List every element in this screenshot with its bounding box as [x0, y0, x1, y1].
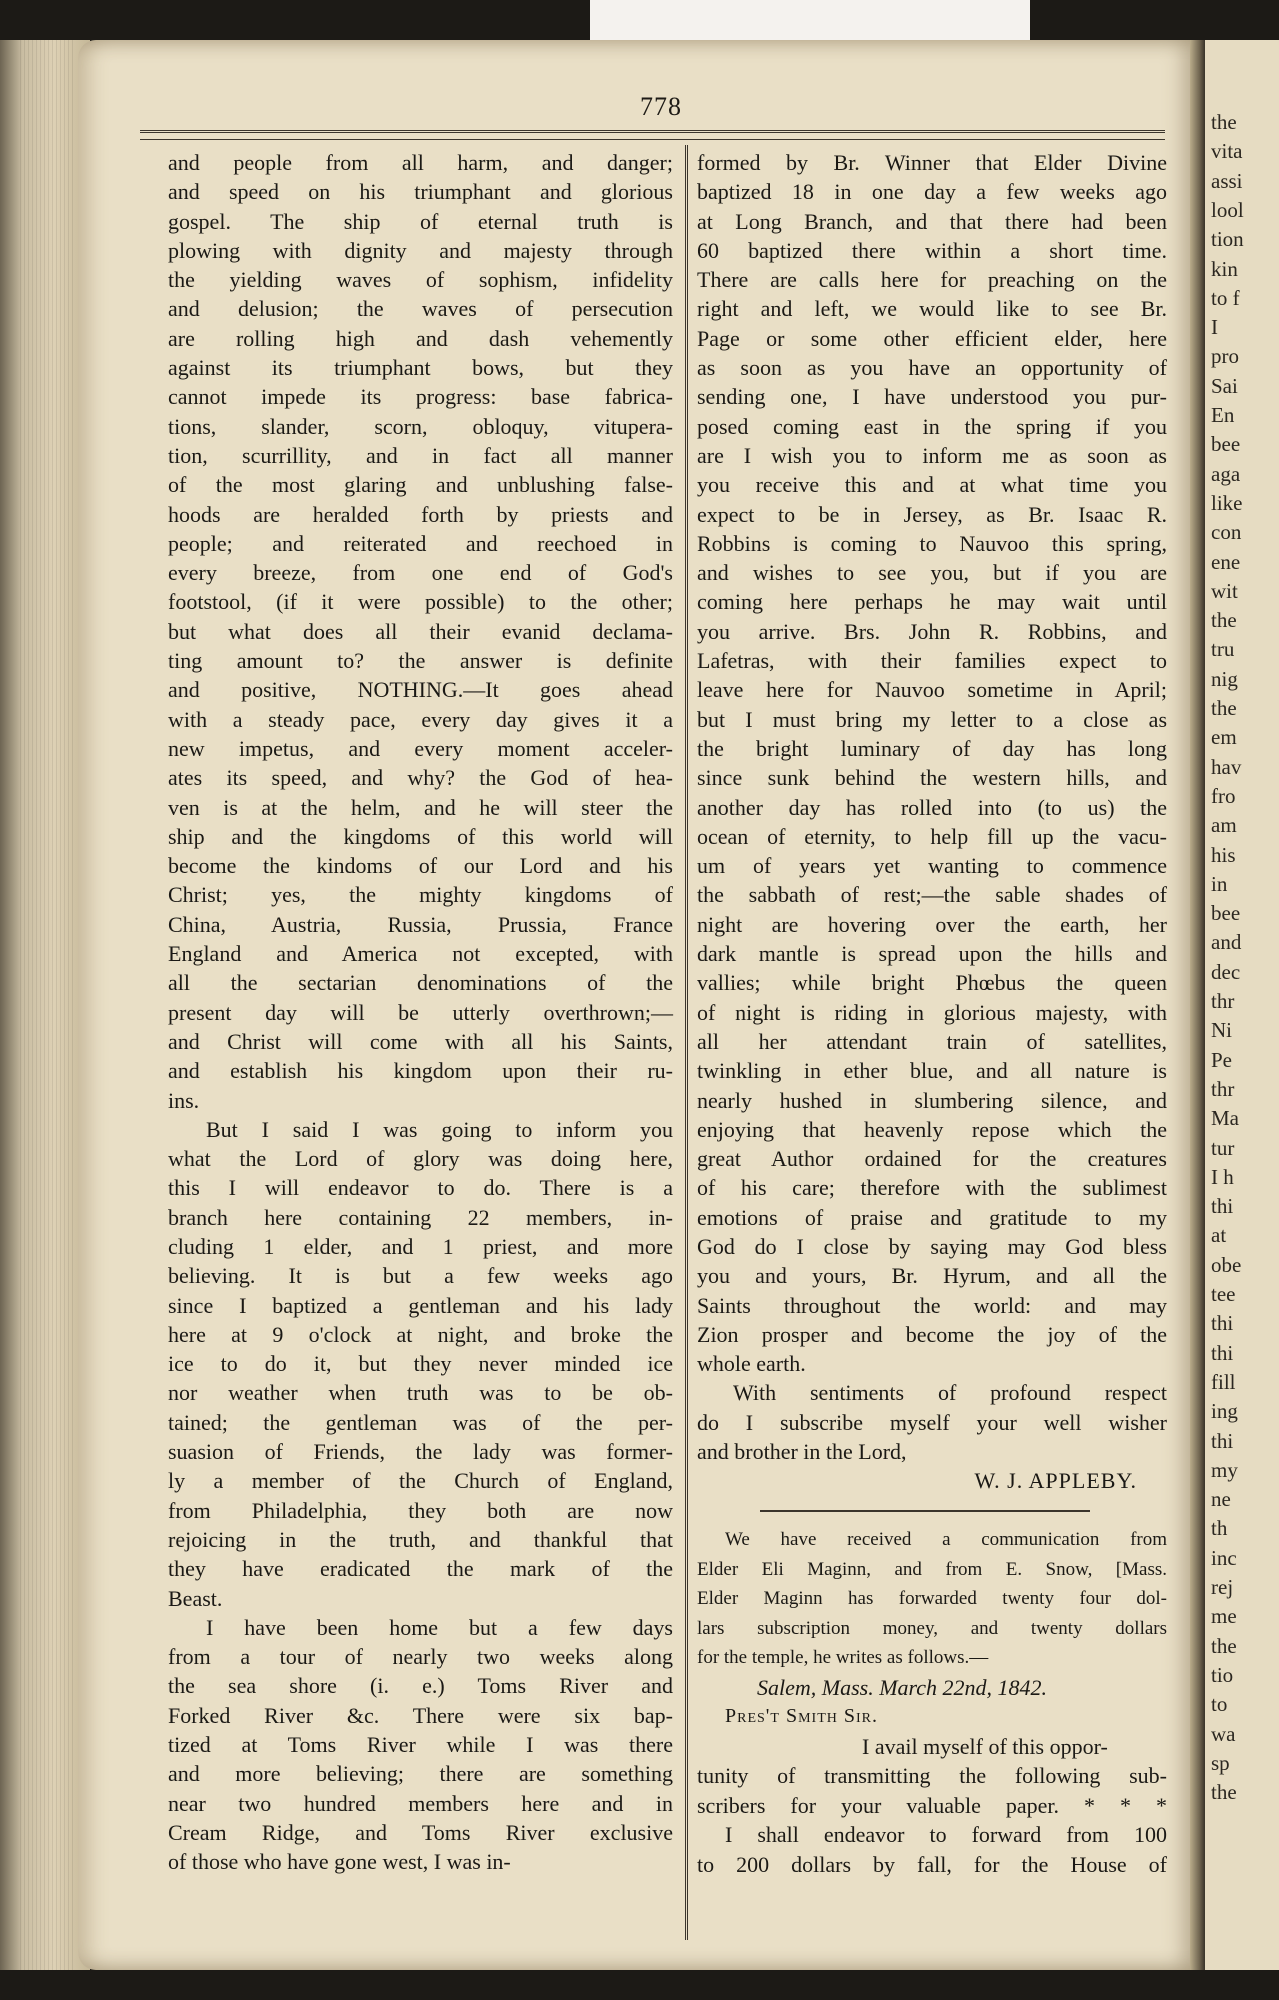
letter-line: I avail myself of this oppor-	[862, 1733, 1108, 1759]
text-line: and wishes to see you, but if you are	[697, 560, 1167, 586]
text-line: Forked River &c. There were six bap-	[168, 1702, 673, 1728]
adjacent-page-fragment: tee	[1211, 1282, 1236, 1306]
adjacent-page-fragment: and	[1211, 930, 1242, 955]
notice-intro	[697, 1525, 1167, 1673]
text-line: right and left, we would like to see Br.	[697, 296, 1167, 322]
left-column	[168, 148, 673, 1877]
column-divider	[685, 145, 688, 1940]
text-line: here at 9 o'clock at night, and broke the	[168, 1321, 673, 1347]
adjacent-page-fragment: tru	[1211, 637, 1235, 662]
editorial-notice	[697, 1525, 1167, 1879]
text-line: do I subscribe myself your well wisher	[697, 1409, 1167, 1435]
text-line: but what does all their evanid declama-	[168, 618, 673, 644]
text-line: leave here for Nauvoo sometime in April;	[697, 677, 1167, 703]
text-line: 60 baptized there within a short time.	[697, 237, 1167, 263]
adjacent-page-fragment: the	[1211, 110, 1237, 134]
adjacent-page-fragment: con	[1211, 520, 1242, 545]
adjacent-page-fragment: ing	[1211, 1399, 1238, 1424]
text-line: Page or some other efficient elder, here	[697, 325, 1167, 351]
text-line: are I wish you to inform me as soon as	[697, 442, 1167, 468]
text-line: believing. It is but a few weeks ago	[168, 1263, 673, 1289]
adjacent-page-fragment: in	[1211, 871, 1228, 896]
text-line: But I said I was going to inform you	[206, 1116, 673, 1142]
text-line: another day has rolled into (to us) the	[697, 794, 1167, 820]
text-line: the sea shore (i. e.) Toms River and	[168, 1673, 673, 1699]
text-line: all the sectarian denominations of the	[168, 970, 673, 996]
adjacent-page-fragment: the	[1211, 696, 1237, 720]
text-line: you and yours, Br. Hyrum, and all the	[697, 1263, 1167, 1289]
text-line: and speed on his triumphant and glorious	[168, 179, 673, 205]
text-line: sending one, I have understood you pur-	[697, 384, 1167, 410]
text-line: all her attendant train of satellites,	[697, 1028, 1167, 1054]
adjacent-page-fragment: to	[1211, 1692, 1228, 1717]
text-line: God do I close by saying may God bless	[697, 1233, 1167, 1259]
adjacent-page-fragment: bee	[1211, 432, 1241, 457]
text-line: they have eradicated the mark of the	[168, 1556, 673, 1582]
text-line: against its triumphant bows, but they	[168, 355, 673, 381]
text-line: coming here perhaps he may wait until	[697, 589, 1167, 615]
text-line: emotions of praise and gratitude to my	[697, 1204, 1167, 1230]
adjacent-page-fragment: thi	[1211, 1340, 1234, 1365]
text-line: present day will be utterly overthrown;—	[168, 999, 673, 1025]
text-line: since I baptized a gentleman and his lady	[168, 1292, 673, 1318]
notice-line: lars subscription money, and twenty dollars	[697, 1617, 1167, 1639]
text-line: and establish his kingdom upon their ru-	[168, 1058, 673, 1084]
text-line: expect to be in Jersey, as Br. Isaac R.	[697, 501, 1167, 527]
text-line: rejoicing in the truth, and thankful that	[168, 1526, 673, 1552]
text-line: the sabbath of rest;—the sable shades of	[697, 882, 1167, 908]
text-line: since sunk behind the western hills, and	[697, 765, 1167, 791]
text-line: um of years yet wanting to commence	[697, 853, 1167, 879]
text-line: of night is riding in glorious majesty, with	[697, 999, 1167, 1025]
text-line: There are calls here for preaching on the	[697, 267, 1167, 293]
adjacent-page-fragment: like	[1211, 490, 1243, 515]
adjacent-page-fragment: dec	[1211, 959, 1241, 984]
adjacent-page-fragment: ne	[1211, 1487, 1231, 1512]
text-line: Lafetras, with their families expect to	[697, 648, 1167, 674]
letter-line: I shall endeavor to forward from 100	[725, 1822, 1167, 1847]
notice-line: We have received a communication from	[725, 1529, 1167, 1550]
text-line: but I must bring my letter to a close as	[697, 706, 1167, 732]
text-line: Robbins is coming to Nauvoo this spring,	[697, 530, 1167, 556]
adjacent-page-fragment: obe	[1211, 1252, 1242, 1277]
text-line: ins.	[168, 1087, 200, 1113]
adjacent-page-fragment: my	[1211, 1457, 1238, 1482]
adjacent-page-fragment: thr	[1211, 989, 1235, 1013]
notice-line: Elder Eli Maginn, and from E. Snow, [Mass.	[697, 1558, 1167, 1580]
text-line: tained; the gentleman was of the per-	[168, 1409, 673, 1435]
text-line: night are hovering over the earth, her	[697, 911, 1167, 937]
text-line: China, Austria, Russia, Prussia, France	[168, 911, 673, 937]
adjacent-page-fragment: vita	[1211, 139, 1243, 164]
adjacent-page-fragment: at	[1211, 1223, 1227, 1248]
adjacent-page-fragment: Ni	[1211, 1018, 1232, 1043]
text-line: dark mantle is spread upon the hills and	[697, 941, 1167, 967]
text-line: tion, scurrillity, and in fact all manner	[168, 442, 673, 468]
text-line: Zion prosper and become the joy of the	[697, 1321, 1167, 1347]
text-line: with a steady pace, every day gives it a	[168, 706, 673, 732]
adjacent-page-fragment: tio	[1211, 1662, 1234, 1687]
text-line: I have been home but a few days	[206, 1614, 673, 1640]
adjacent-page-fragment: lool	[1211, 197, 1244, 222]
text-line: new impetus, and every moment acceler-	[168, 735, 673, 761]
adjacent-page-fragment: thi	[1211, 1311, 1234, 1336]
text-line: of his care; therefore with the sublimest	[697, 1175, 1167, 1201]
text-line: whole earth.	[697, 1351, 806, 1377]
text-line: near two hundred members here and in	[168, 1790, 673, 1816]
text-line: gospel. The ship of eternal truth is	[168, 208, 673, 234]
text-line: you receive this and at what time you	[697, 472, 1167, 498]
letter-body	[697, 1732, 1167, 1880]
adjacent-page-fragment: em	[1211, 725, 1237, 750]
text-line: every breeze, from one end of God's	[168, 560, 673, 586]
adjacent-page-fragment: the	[1211, 1780, 1237, 1805]
text-line: Cream Ridge, and Toms River exclusive	[168, 1819, 673, 1845]
text-line: and people from all harm, and danger;	[168, 150, 673, 175]
adjacent-page-fragment: fill	[1211, 1369, 1236, 1394]
adjacent-page-fragment: I	[1211, 315, 1218, 340]
adjacent-page-fragment: am	[1211, 813, 1237, 838]
text-line: and positive, NOTHING.—It goes ahead	[168, 677, 673, 703]
text-line: of the most glaring and unblushing false-	[168, 472, 673, 498]
text-line: Christ; yes, the mighty kingdoms of	[168, 882, 673, 908]
text-line: cannot impede its progress: base fabrica-	[168, 384, 673, 410]
text-line: twinkling in ether blue, and all nature is	[697, 1058, 1167, 1084]
text-line: the bright luminary of day has long	[697, 735, 1167, 761]
text-line: Saints throughout the world: and may	[697, 1292, 1167, 1318]
text-line: baptized 18 in one day a few weeks ago	[697, 179, 1167, 205]
text-line: Beast.	[168, 1585, 223, 1611]
notice-line: for the temple, he writes as follows.—	[697, 1647, 989, 1668]
text-line: suasion of Friends, the lady was former-	[168, 1439, 673, 1465]
text-line: ven is at the helm, and he will steer the	[168, 794, 673, 820]
adjacent-page-fragment: assi	[1211, 168, 1243, 193]
notice-line: Elder Maginn has forwarded twenty four dol-	[697, 1588, 1167, 1609]
adjacent-page-fragment: pro	[1211, 344, 1239, 369]
adjacent-page-fragment: thi	[1211, 1194, 1234, 1219]
text-line: ship and the kingdoms of this world will	[168, 823, 673, 849]
header-rule-single	[140, 139, 1165, 140]
adjacent-page-fragment: I h	[1211, 1164, 1234, 1189]
text-line: tized at Toms River while I was there	[168, 1732, 673, 1758]
text-line: nor weather when truth was to be ob-	[168, 1380, 673, 1406]
letter-salutation: Pres't Smith Sir.	[725, 1705, 878, 1727]
text-line: and brother in the Lord,	[697, 1439, 907, 1465]
text-line: footstool, (if it were possible) to the other;	[168, 589, 673, 615]
text-line: at Long Branch, and that there had been	[697, 208, 1167, 234]
letter-line: to 200 dollars by fall, for the House of	[697, 1851, 1167, 1877]
notice-separator-rule	[760, 1510, 1090, 1512]
header-rule-double	[140, 130, 1165, 133]
adjacent-page-fragment: aga	[1211, 461, 1241, 486]
adjacent-page-fragment: tion	[1211, 227, 1244, 252]
text-line: the yielding waves of sophism, infidelity	[168, 267, 673, 293]
text-line: from Philadelphia, they both are now	[168, 1497, 673, 1523]
adjacent-page-fragment: rej	[1211, 1575, 1234, 1599]
adjacent-page-fragment: tur	[1211, 1135, 1235, 1160]
text-line: England and America not excepted, with	[168, 941, 673, 967]
text-line: of those who have gone west, I was in-	[168, 1849, 511, 1875]
text-line: and more believing; there are something	[168, 1761, 673, 1787]
letter-line: tunity of transmitting the following sub-	[697, 1763, 1167, 1788]
text-line: ice to do it, but they never minded ice	[168, 1351, 673, 1377]
text-line: are rolling high and dash vehemently	[168, 325, 673, 351]
text-line: With sentiments of profound respect	[733, 1380, 1167, 1406]
text-line: vallies; while bright Phœbus the queen	[697, 970, 1167, 996]
text-line: nearly hushed in slumbering silence, and	[697, 1087, 1167, 1113]
page-number: 778	[640, 92, 682, 121]
text-line: and delusion; the waves of persecution	[168, 296, 673, 322]
text-line: you arrive. Brs. John R. Robbins, and	[697, 618, 1167, 644]
text-line: ting amount to? the answer is definite	[168, 648, 673, 674]
adjacent-page-fragment: Pe	[1211, 1047, 1232, 1072]
book-page-edges	[0, 40, 90, 1970]
text-line: posed coming east in the spring if you	[697, 413, 1167, 439]
text-line: this I will endeavor to do. There is a	[168, 1175, 673, 1201]
adjacent-page-fragment: the	[1211, 1633, 1237, 1658]
text-line: ates its speed, and why? the God of hea-	[168, 765, 673, 791]
text-line: as soon as you have an opportunity of	[697, 355, 1167, 381]
text-line: branch here containing 22 members, in-	[168, 1204, 673, 1230]
text-line: cluding 1 elder, and 1 priest, and more	[168, 1233, 673, 1259]
adjacent-page-fragment: th	[1211, 1516, 1228, 1541]
adjacent-page-fragment: fro	[1211, 783, 1236, 808]
adjacent-page-fragment: me	[1211, 1604, 1237, 1629]
adjacent-page-fragment: bee	[1211, 901, 1241, 926]
text-line: plowing with dignity and majesty through	[168, 237, 673, 263]
text-line: formed by Br. Winner that Elder Divine	[697, 150, 1167, 175]
adjacent-page-fragment: the	[1211, 608, 1237, 633]
text-line: become the kindoms of our Lord and his	[168, 853, 673, 879]
text-line: ly a member of the Church of England,	[168, 1468, 673, 1494]
book-gutter	[1190, 40, 1206, 1970]
text-line: what the Lord of glory was doing here,	[168, 1146, 673, 1172]
adjacent-page-fragment: En	[1211, 403, 1235, 427]
adjacent-page-fragment: wa	[1211, 1721, 1236, 1746]
text-line: people; and reiterated and reechoed in	[168, 530, 673, 556]
right-column	[697, 148, 1167, 1496]
text-line: great Author ordained for the creatures	[697, 1146, 1167, 1172]
adjacent-page-fragment: wit	[1211, 578, 1238, 603]
text-line: hoods are heralded forth by priests and	[168, 501, 673, 527]
adjacent-page-fragment: Sai	[1211, 373, 1238, 398]
text-line: and Christ will come with all his Saints,	[168, 1028, 673, 1054]
text-line: W. J. APPLEBY.	[974, 1468, 1137, 1494]
adjacent-page-fragment: hav	[1211, 754, 1242, 779]
adjacent-page-fragment: nig	[1211, 666, 1238, 691]
adjacent-page-fragment: ene	[1211, 549, 1241, 574]
adjacent-page	[1205, 40, 1279, 1970]
adjacent-page-fragment: to f	[1211, 285, 1240, 310]
letter-dateline: Salem, Mass. March 22nd, 1842.	[757, 1674, 1048, 1700]
adjacent-page-fragment: thi	[1211, 1428, 1234, 1453]
letter-line: scribers for your valuable paper. * * *	[697, 1792, 1167, 1818]
adjacent-page-fragment: kin	[1211, 256, 1238, 281]
adjacent-page-fragment: sp	[1211, 1750, 1230, 1775]
adjacent-page-fragment: Ma	[1211, 1106, 1239, 1131]
adjacent-page-fragment: inc	[1211, 1545, 1237, 1570]
adjacent-page-fragment: his	[1211, 842, 1236, 867]
text-line: from a tour of nearly two weeks along	[168, 1644, 673, 1670]
text-line: tions, slander, scorn, obloquy, vitupera-	[168, 413, 673, 439]
text-line: ocean of eternity, to help fill up the vacu-	[697, 823, 1167, 849]
text-line: enjoying that heavenly repose which the	[697, 1116, 1167, 1142]
adjacent-page-fragment: thr	[1211, 1076, 1235, 1101]
